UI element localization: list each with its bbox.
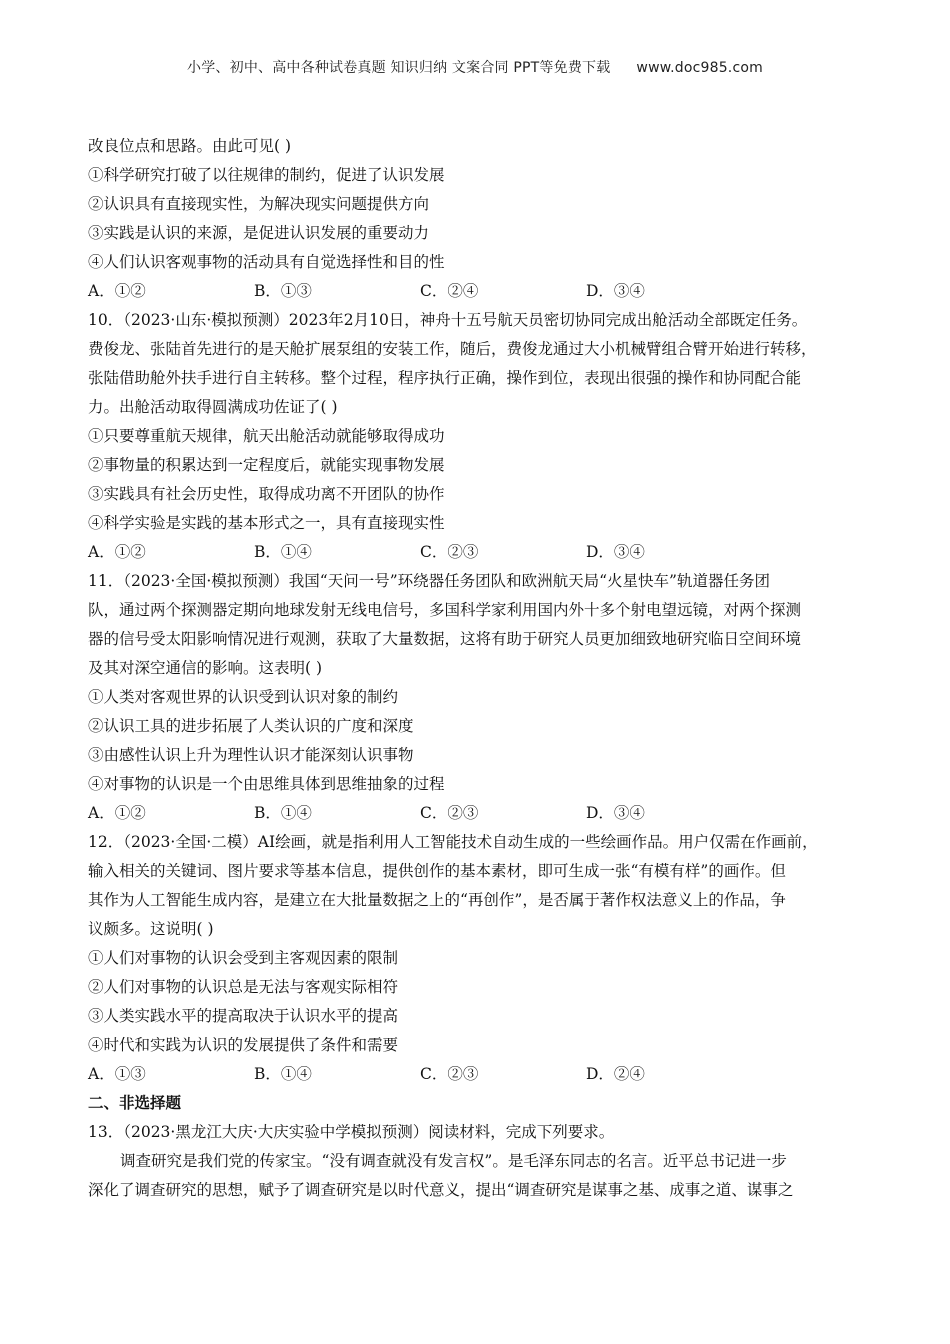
header-url[interactable]: www.doc985.com	[636, 60, 763, 76]
question-stem-line: 张陆借助舱外扶手进行自主转移。整个过程，程序执行正确，操作到位，表现出很强的操作和协同配合能	[88, 369, 802, 387]
statement-item: ②认识工具的进步拓展了人类认识的广度和深度	[88, 717, 414, 735]
answer-options	[88, 538, 868, 567]
option-b[interactable]: B．①④	[254, 543, 312, 561]
statement-item: ④时代和实践为认识的发展提供了条件和需要	[88, 1036, 399, 1054]
question-stem-line: 改良位点和思路。由此可见( )	[88, 137, 292, 155]
question-stem-line: 队，通过两个探测器定期向地球发射无线电信号，多国科学家利用国内外十多个射电望远镜，对两个探测	[88, 601, 802, 619]
question-stem-line: 12．（2023·全国·二模）AI绘画，就是指利用人工智能技术自动生成的一些绘画作品。用户仅需在作画前，	[88, 833, 818, 851]
statement-item: ③实践具有社会历史性，取得成功离不开团队的协作	[88, 485, 445, 503]
statement-item: ①人类对客观世界的认识受到认识对象的制约	[88, 688, 399, 706]
option-c[interactable]: C．②④	[420, 282, 479, 300]
section-heading: 二、非选择题	[88, 1094, 182, 1112]
question-stem-line: 其作为人工智能生成内容，是建立在大批量数据之上的“再创作”，是否属于著作权法意义上的作品，争	[88, 891, 786, 909]
question-12	[88, 828, 868, 1089]
answer-options	[88, 1060, 868, 1089]
page-header	[0, 57, 950, 77]
option-a[interactable]: A．①②	[88, 282, 146, 300]
question-11	[88, 567, 868, 828]
question-stem-line: 输入相关的关键词、图片要求等基本信息，提供创作的基本素材，即可生成一张“有模有样”的画作。但	[88, 862, 786, 880]
statement-item: ④人们认识客观事物的活动具有自觉选择性和目的性	[88, 253, 445, 271]
statement-item: ③实践是认识的来源，是促进认识发展的重要动力	[88, 224, 430, 242]
document-body	[88, 132, 868, 1205]
question-stem-line: 及其对深空通信的影响。这表明( )	[88, 659, 323, 677]
statement-item: ④科学实验是实践的基本形式之一，具有直接现实性	[88, 514, 445, 532]
header-text: 小学、初中、高中各种试卷真题 知识归纳 文案合同 PPT等免费下载	[187, 60, 611, 76]
material-paragraph-line: 深化了调查研究的思想，赋予了调查研究是以时代意义，提出“调查研究是谋事之基、成事之道、谋事之	[88, 1181, 794, 1199]
question-13	[88, 1118, 868, 1205]
option-b[interactable]: B．①④	[254, 1065, 312, 1083]
question-10	[88, 306, 868, 567]
question-stem-line: 议颇多。这说明( )	[88, 920, 214, 938]
option-d[interactable]: D．③④	[586, 804, 645, 822]
question-stem-line: 10．（2023·山东·模拟预测）2023年2月10日，神舟十五号航天员密切协同完成出舱活动全部既定任务。	[88, 311, 808, 329]
statement-item: ①科学研究打破了以往规律的制约，促进了认识发展	[88, 166, 445, 184]
material-paragraph-line: 调查研究是我们党的传家宝。“没有调查就没有发言权”。是毛泽东同志的名言。近平总书记进一步	[120, 1152, 787, 1170]
answer-options	[88, 277, 868, 306]
question-stem-line: 力。出舱活动取得圆满成功佐证了( )	[88, 398, 338, 416]
question-stem-line: 13．（2023·黑龙江大庆·大庆实验中学模拟预测）阅读材料，完成下列要求。	[88, 1123, 615, 1141]
option-b[interactable]: B．①③	[254, 282, 312, 300]
option-a[interactable]: A．①②	[88, 804, 146, 822]
option-d[interactable]: D．③④	[586, 282, 645, 300]
option-d[interactable]: D．③④	[586, 543, 645, 561]
question-9	[88, 132, 868, 306]
statement-item: ②事物量的积累达到一定程度后，就能实现事物发展	[88, 456, 445, 474]
option-a[interactable]: A．①③	[88, 1065, 146, 1083]
question-stem-line: 器的信号受太阳影响情况进行观测，获取了大量数据，这将有助于研究人员更加细致地研究临日空间环境	[88, 630, 802, 648]
statement-item: ①人们对事物的认识会受到主客观因素的限制	[88, 949, 399, 967]
statement-item: ②认识具有直接现实性，为解决现实问题提供方向	[88, 195, 430, 213]
statement-item: ③由感性认识上升为理性认识才能深刻认识事物	[88, 746, 414, 764]
option-c[interactable]: C．②③	[420, 804, 479, 822]
statement-item: ④对事物的认识是一个由思维具体到思维抽象的过程	[88, 775, 445, 793]
option-d[interactable]: D．②④	[586, 1065, 645, 1083]
option-c[interactable]: C．②③	[420, 543, 479, 561]
option-b[interactable]: B．①④	[254, 804, 312, 822]
question-stem-line: 11．（2023·全国·模拟预测）我国“天问一号”环绕器任务团队和欧洲航天局“火星快车”轨道器任务团	[88, 572, 770, 590]
statement-item: ②人们对事物的认识总是无法与客观实际相符	[88, 978, 399, 996]
option-a[interactable]: A．①②	[88, 543, 146, 561]
statement-item: ③人类实践水平的提高取决于认识水平的提高	[88, 1007, 399, 1025]
option-c[interactable]: C．②③	[420, 1065, 479, 1083]
question-stem-line: 费俊龙、张陆首先进行的是天舱扩展泵组的安装工作，随后，费俊龙通过大小机械臂组合臂开始进行转移，	[88, 340, 817, 358]
statement-item: ①只要尊重航天规律，航天出舱活动就能够取得成功	[88, 427, 445, 445]
answer-options	[88, 799, 868, 828]
